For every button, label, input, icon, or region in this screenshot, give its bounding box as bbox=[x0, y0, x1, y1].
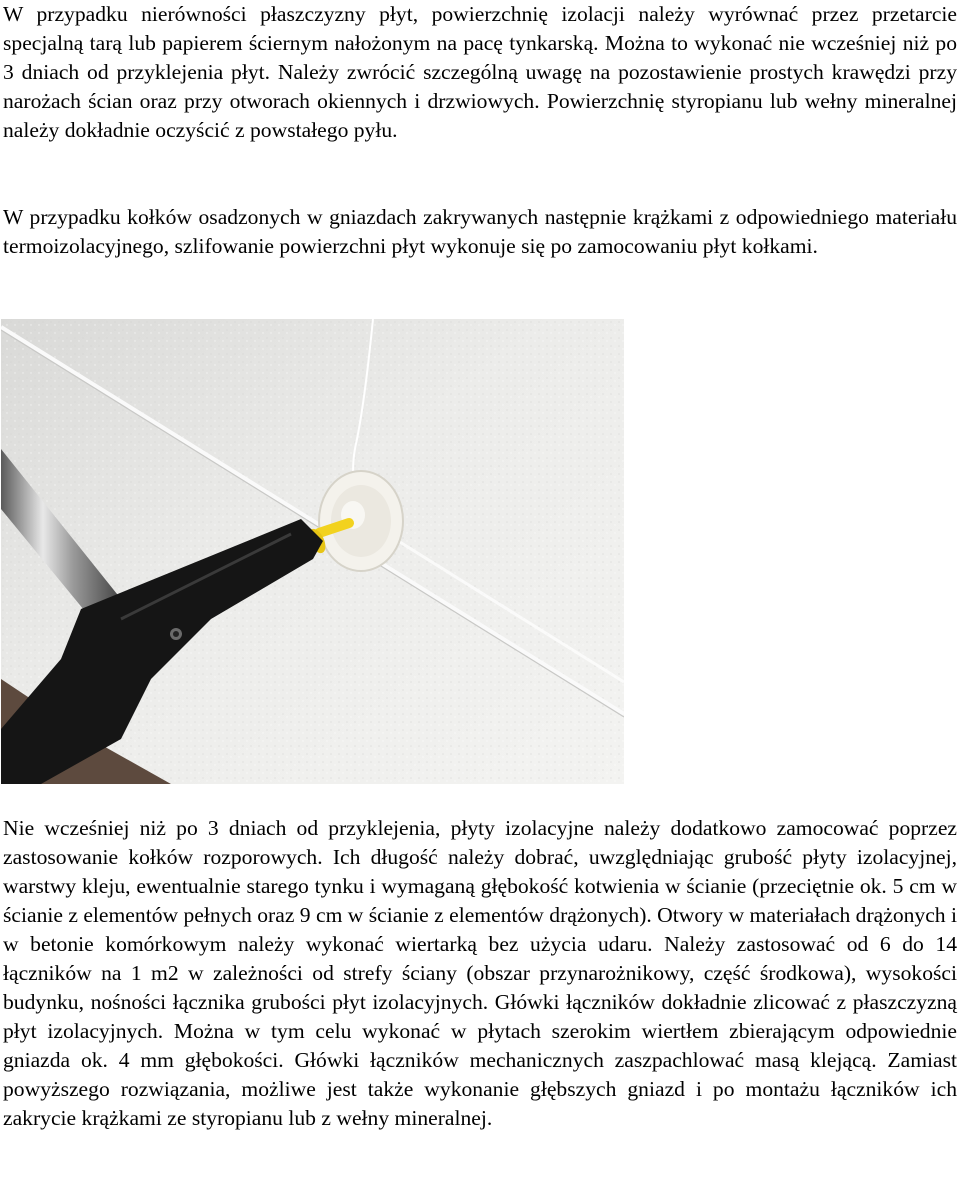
paragraph-mechanical-fixing: Nie wcześniej niż po 3 dniach od przyklejenia, płyty izolacyjne należy dodatkowo zamocować poprzez zastosowanie kołków rozporowych. Ich długość należy dobrać, uwzględniając grubość płyty izolacyjnej, warstwy kleju, ewentualnie starego tynku i wymaganą głębokość kotwienia w ścianie (przeciętnie ok. 5 cm w ścianie z elementów pełnych oraz 9 cm w ścianie z elementów drążonych). Otwory w materiałach drążonych i w betonie komórkowym należy wykonać wiertarką bez użycia udaru. Należy zastosować od 6 do 14 łączników na 1 m2 w zależności od strefy ściany (obszar przynarożnikowy, część środkowa), wysokości budynku, nośności łącznika grubości płyt izolacyjnych. Główki łączników dokładnie zlicować z płaszczyzną płyt izolacyjnych. Można w tym celu wykonać w płytach szerokim wiertłem zbierającym odpowiednie gniazda ok. 4 mm głębokości. Główki łączników mechanicznych zaszpachlować masą klejącą. Zamiast powyższego rozwiązania, możliwe jest także wykonanie głębszych gniazd i po montażu łączników ich zakrycie krążkami ze styropianu lub z wełny mineralnej. bbox=[3, 816, 957, 1130]
paragraph-dowel-sockets: W przypadku kołków osadzonych w gniazdach zakrywanych następnie krążkami z odpowiedniego materiału termoizolacyjnego, szlifowanie powierzchni płyt wykonuje się po zamocowaniu płyt kołkami. bbox=[3, 205, 957, 258]
insulation-dowel-photo bbox=[1, 319, 624, 784]
paragraph-surface-leveling: W przypadku nierówności płaszczyzny płyt, powierzchnię izolacji należy wyrównać przez przetarcie specjalną tarą lub papierem ściernym nałożonym na pacę tynkarską. Można to wykonać nie wcześniej niż po 3 dniach od przyklejenia płyt. Należy zwrócić szczególną uwagę na pozostawienie prostych krawędzi przy narożach ścian oraz przy otworach okiennych i drzwiowych. Powierzchnię styropianu lub wełny mineralnej należy dokładnie oczyścić z powstałego pyłu. bbox=[3, 2, 957, 142]
